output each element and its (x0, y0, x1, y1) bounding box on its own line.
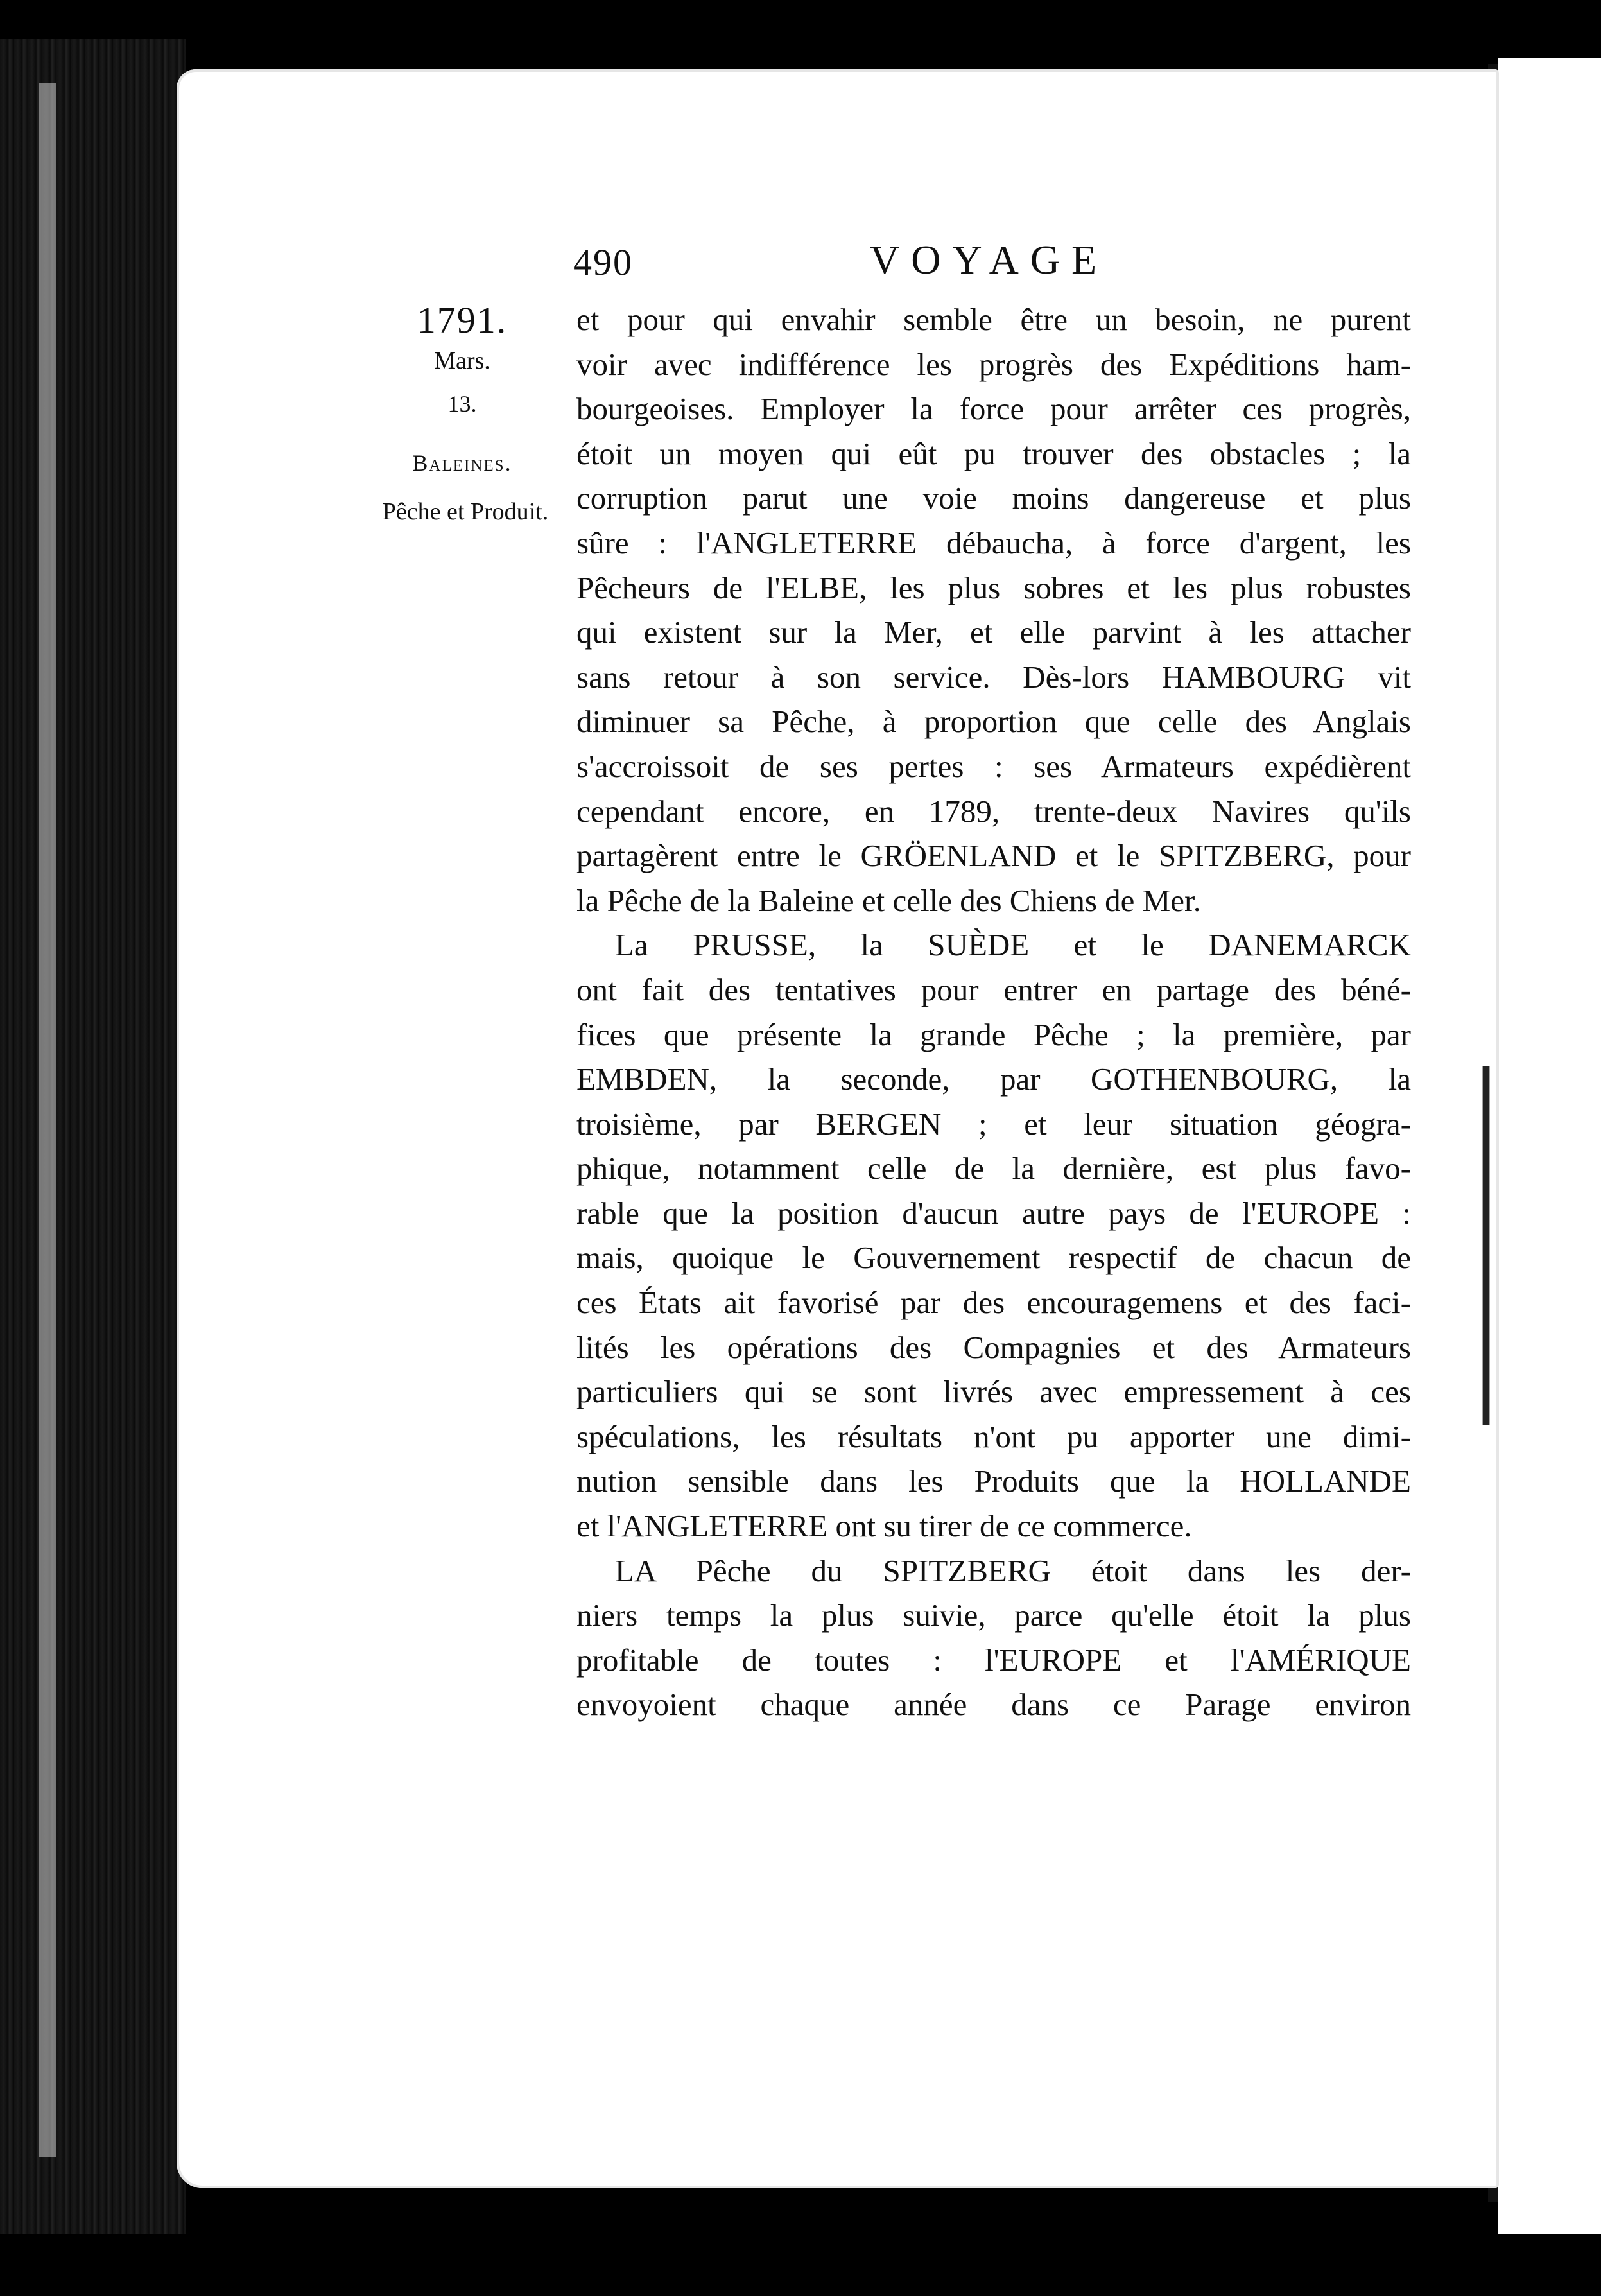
text-line: la Pêche de la Baleine et celle des Chiens de Mer. (576, 882, 1201, 918)
margin-note-month: Mars. (434, 347, 490, 374)
running-head: VOYAGE (870, 237, 1109, 283)
text-line: profitable de toutes : l'EUROPE et l'AMÉRIQUE (576, 1642, 1411, 1678)
text-line: partagèrent entre le GRÖENLAND et le SPITZBERG, pour (576, 838, 1411, 874)
text-line: sûre : l'ANGLETERRE débaucha, à force d'argent, les (576, 525, 1411, 561)
text-line: étoit un moyen qui eût pu trouver des obstacles ; la (576, 435, 1411, 471)
margin-note-topic: Baleines. (412, 450, 512, 476)
text-line: cependant encore, en 1789, trente-deux Navires qu'ils (576, 793, 1411, 829)
facing-page-edge (1498, 58, 1601, 2234)
page-number: 490 (573, 241, 633, 283)
text-line: nution sensible dans les Produits que la HOLLANDE (576, 1463, 1411, 1499)
body-text (576, 297, 1411, 1727)
bookmark-ribbon (1467, 1066, 1505, 1425)
text-line: et l'ANGLETERRE ont su tirer de ce commerce. (576, 1508, 1192, 1544)
text-line: envoyoient chaque année dans ce Parage environ (576, 1687, 1411, 1723)
text-line: qui existent sur la Mer, et elle parvint à les attacher (576, 614, 1411, 650)
text-line: corruption parut une voie moins dangereuse et plus (576, 480, 1411, 516)
text-line: niers temps la plus suivie, parce qu'elle étoit la plus (576, 1597, 1411, 1633)
text-line: diminuer sa Pêche, à proportion que celle des Anglais (576, 704, 1411, 740)
text-line: spéculations, les résultats n'ont pu apporter une dimi- (576, 1418, 1411, 1454)
text-line: mais, quoique le Gouvernement respectif de chacun de (576, 1240, 1411, 1276)
margin-note-year: 1791. (417, 299, 508, 341)
text-line: fices que présente la grande Pêche ; la première, par (576, 1016, 1411, 1052)
text-line: Pêcheurs de l'ELBE, les plus sobres et les plus robustes (576, 570, 1411, 605)
margin-note-day: 13. (447, 391, 477, 417)
text-line: bourgeoises. Employer la force pour arrêter ces progrès, (576, 391, 1411, 427)
text-line: phique, notamment celle de la dernière, est plus favo- (576, 1151, 1411, 1187)
text-line: LA Pêche du SPITZBERG étoit dans les der- (615, 1552, 1411, 1588)
text-line: ces États ait favorisé par des encouragemens et des faci- (576, 1285, 1411, 1321)
text-line: sans retour à son service. Dès-lors HAMBOURG vit (576, 659, 1411, 695)
book-binding-edge (0, 39, 186, 2234)
text-line: La PRUSSE, la SUÈDE et le DANEMARCK (615, 927, 1411, 963)
text-line: lités les opérations des Compagnies et des Armateurs (576, 1329, 1411, 1365)
text-line: troisième, par BERGEN ; et leur situation géogra- (576, 1106, 1411, 1142)
margin-note-subtopic: Pêche et Produit. (382, 498, 549, 525)
text-line: EMBDEN, la seconde, par GOTHENBOURG, la (576, 1061, 1411, 1097)
text-line: ont fait des tentatives pour entrer en partage des béné- (576, 971, 1411, 1007)
text-line: voir avec indifférence les progrès des Expéditions ham- (576, 346, 1411, 382)
text-line: s'accroissoit de ses pertes : ses Armateurs expédièrent (576, 748, 1411, 784)
text-line: rable que la position d'aucun autre pays de l'EUROPE : (576, 1195, 1411, 1231)
binding-paper-strip (39, 83, 56, 2157)
text-line: particuliers qui se sont livrés avec empressement à ces (576, 1374, 1411, 1410)
text-line: et pour qui envahir semble être un besoin, ne purent (576, 302, 1411, 337)
